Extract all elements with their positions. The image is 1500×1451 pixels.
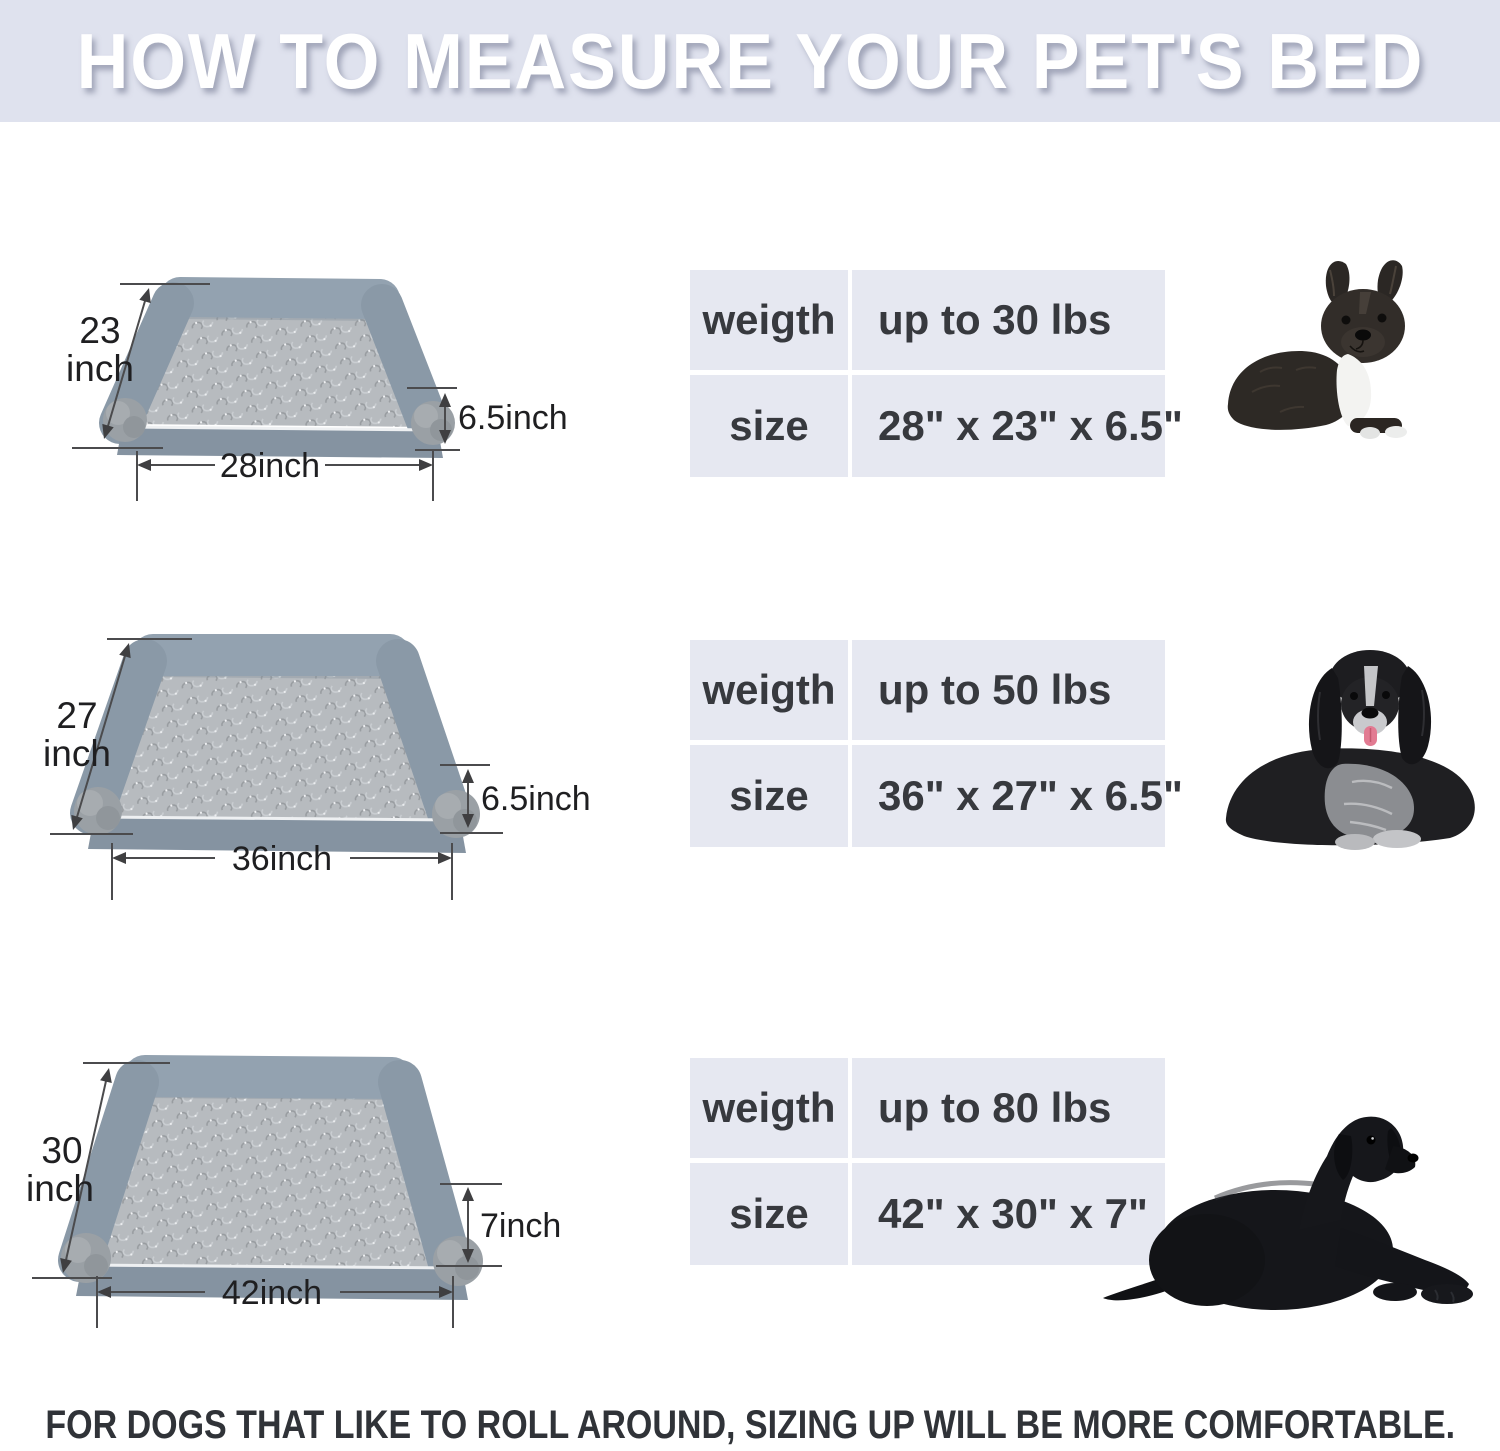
bed-illustration-large	[10, 1030, 670, 1330]
weight-value-cell: up to 80 lbs	[852, 1058, 1165, 1158]
height-label: 6.5inch	[458, 399, 568, 437]
bed-illustration-medium	[20, 615, 670, 910]
header-band	[0, 0, 1500, 122]
spec-table-small	[690, 270, 1183, 477]
depth-value-label: 23	[79, 310, 121, 351]
height-label: 6.5inch	[481, 780, 591, 818]
spec-table-large	[690, 1058, 1165, 1265]
width-label: 42inch	[221, 1274, 323, 1312]
depth-unit-label: inch	[43, 733, 111, 774]
size-key-cell: size	[690, 375, 848, 477]
width-label: 28inch	[219, 447, 321, 485]
bed-graphic	[103, 297, 455, 458]
weight-key-cell: weigth	[690, 270, 848, 370]
size-value-cell: 42" x 30" x 7"	[852, 1163, 1165, 1265]
weight-value-cell: up to 30 lbs	[852, 270, 1165, 370]
depth-unit-label: inch	[66, 348, 134, 389]
depth-unit-label: inch	[26, 1168, 94, 1209]
size-value-cell: 36" x 27" x 6.5"	[852, 745, 1165, 847]
footer-text: FOR DOGS THAT LIKE TO ROLL AROUND, SIZING UP WILL BE MORE COMFORTABLE.	[45, 1402, 1455, 1447]
weight-key-cell: weigth	[690, 640, 848, 740]
spec-table-medium	[690, 640, 1183, 847]
cocker-spaniel-icon	[1192, 632, 1500, 867]
size-key-cell: size	[690, 745, 848, 847]
size-value-cell: 28" x 23" x 6.5"	[852, 375, 1165, 477]
bed-graphic	[61, 1076, 483, 1300]
french-bulldog-icon	[1200, 252, 1450, 447]
black-labrador-icon	[1095, 1078, 1500, 1328]
bed-illustration-small	[30, 255, 650, 545]
bed-graphic	[74, 655, 480, 853]
weight-value-cell: up to 50 lbs	[852, 640, 1165, 740]
footer-note	[0, 1398, 1500, 1451]
depth-value-label: 27	[56, 695, 98, 736]
weight-key-cell: weigth	[690, 1058, 848, 1158]
depth-value-label: 30	[41, 1130, 83, 1171]
height-label: 7inch	[480, 1207, 562, 1245]
width-label: 36inch	[231, 840, 333, 878]
page-title: HOW TO MEASURE YOUR PET'S BED	[76, 16, 1424, 105]
size-key-cell: size	[690, 1163, 848, 1265]
